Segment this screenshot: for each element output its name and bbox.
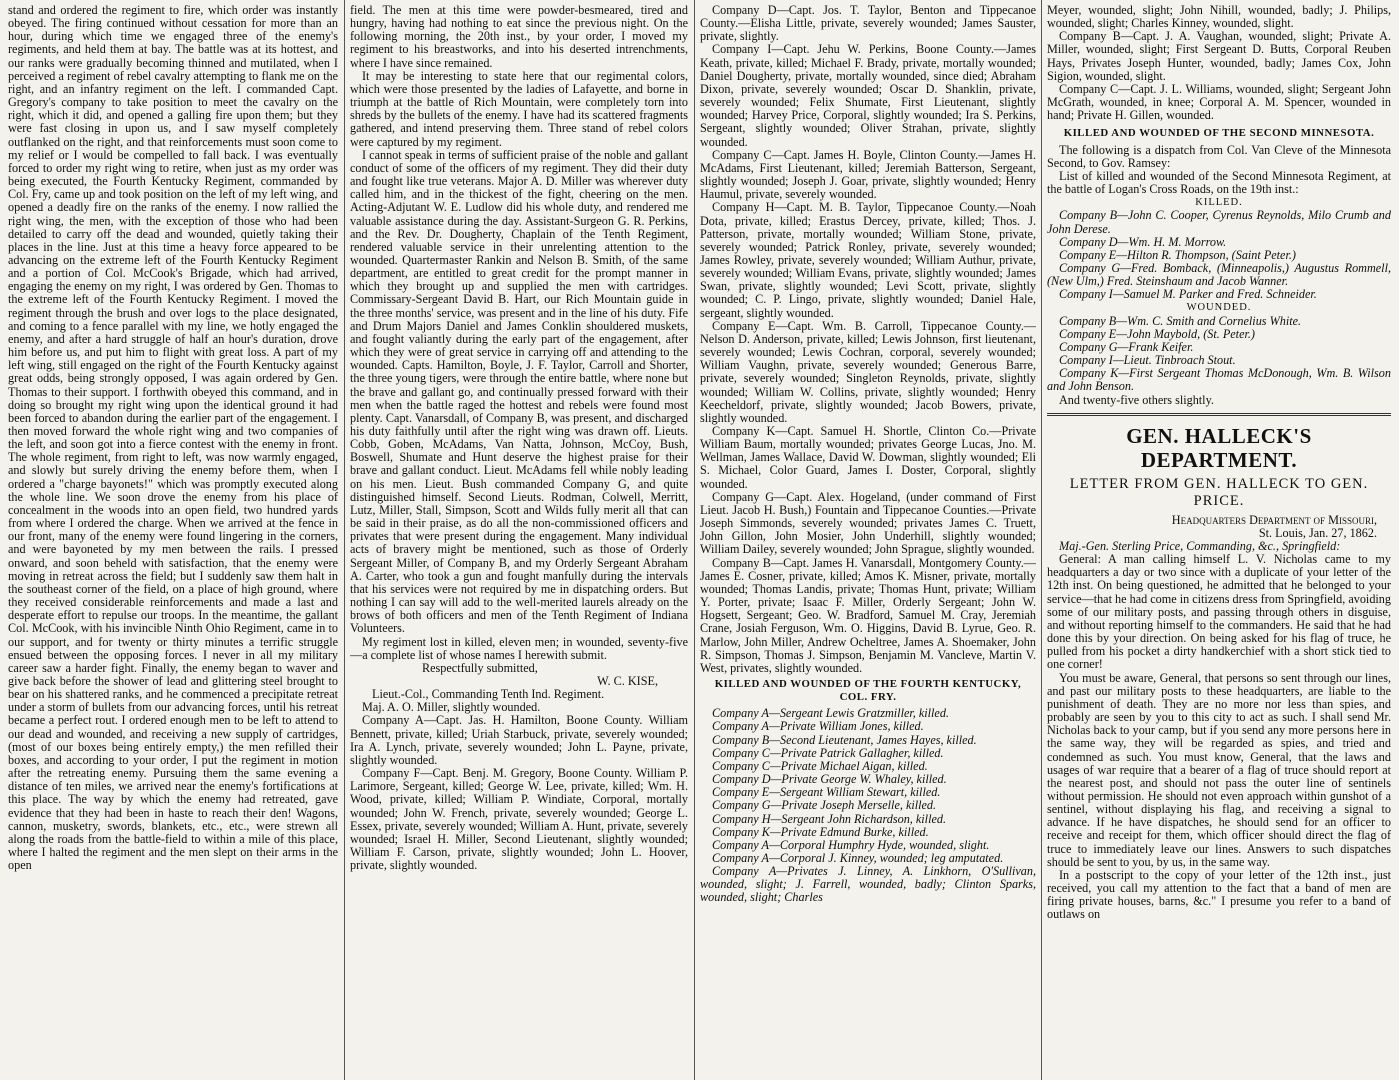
casualty-entry: Company G—Private Joseph Merselle, killed.	[712, 798, 937, 813]
column-rule	[694, 0, 695, 1080]
company-entry: Company B—Capt. James H. Vanarsdall, Montgomery County.—James E. Cosner, private, killed; Amos K. Misner, private, mortally wounded; Thomas Landis, private; Thomas Hunt, private; William Y. Porter, private; Isaac F. Miller, Orderly Sergeant; John W. Hogsett, Sergeant; Geo. W. Bradford, Samuel M. Cray, Jeremiah Crane, Josiah Ferguson, Wm. O. Higgins, David B. Lyrue, Geo. R. Marlow, John Miller, Andrew Ocheltree, James A. Shoemaker, John R. Simpson, Thomas J. Simpson, Benjamin M. Vancleve, Martin V. West, privates, slightly wounded.	[700, 555, 1036, 675]
casualty-entry: Company B—Wm. C. Smith and Cornelius White.	[1059, 313, 1302, 328]
column-4	[1047, 4, 1391, 1076]
paragraph: It may be interesting to state here that our regimental colors, which were those presented by the ladies of Lafayette, and borne in triumph at the battle of Rich Mountain, were completely torn into shreds by the bullets of the enemy. I have had its scattered fragments gathered, and intend preserving them. Three stand of rebel colors were captured by my regiment.	[350, 68, 688, 149]
casualty-entry: Company I—Lieut. Tinbroach Stout.	[1059, 353, 1236, 368]
letter-address: Maj.-Gen. Sterling Price, Commanding, &c., Springfield:	[1059, 539, 1341, 553]
paragraph: My regiment lost in killed, eleven men; in wounded, seventy-five—a complete list of whose names I herewith submit.	[350, 634, 688, 662]
dateline-date: St. Louis, Jan. 27, 1862.	[1258, 525, 1377, 540]
paragraph: The following is a dispatch from Col. Van Cleve of the Minnesota Second, to Gov. Ramsey:	[1047, 142, 1391, 170]
casualty-entry: Company C—Capt. J. L. Williams, wounded, slight; Sergeant John McGrath, wounded, in knee; Corporal A. M. Spencer, wounded in hand; Private H. Gillen, wounded.	[1047, 81, 1391, 123]
killed-heading: KILLED.	[1195, 197, 1243, 209]
company-entry: Company G—Capt. Alex. Hogeland, (under command of First Lieut. Jacob H. Bush,) Fountain and Tippecanoe Counties.—Private Joseph Simmonds, severely wounded; privates James C. Truett, John Gillon, John Mosier, John Underhill, slightly wounded; William Dailey, severely wounded; John Sprague, slightly wounded.	[700, 489, 1036, 557]
letter-headline: LETTER FROM GEN. HALLECK TO GEN. PRICE.	[1069, 475, 1369, 509]
company-entry: Company A—Capt. Jas. H. Hamilton, Boone County. William Bennett, private, killed; Uriah Starbuck, private, severely wounded; Ira A. Lynch, private, severely wounded; John L. Payne, private, slightly wounded.	[350, 713, 688, 767]
section-heading: KILLED AND WOUNDED OF THE SECOND MINNESOTA.	[1063, 127, 1375, 140]
paragraph: field. The men at this time were powder-besmeared, tired and hungry, having had nothing to eat since the previous night. On the following morning, the 20th inst., by your order, I moved my regiment to his breastworks, and into his deserted intrenchments, where I have since remained.	[350, 4, 688, 70]
casualty-entry: Company B—John C. Cooper, Cyrenus Reynolds, Milo Crumb and John Derese.	[1047, 208, 1391, 236]
section-heading: KILLED AND WOUNDED OF THE FOURTH KENTUCKY,	[714, 677, 1022, 690]
column-2	[350, 4, 688, 1076]
column-1	[8, 4, 338, 1076]
signoff-title: Lieut.-Col., Commanding Tenth Ind. Regiment.	[372, 687, 605, 702]
casualty-entry: Company E—John Maybold, (St. Peter.)	[1059, 326, 1255, 341]
section-subheading: COL. FRY.	[839, 691, 897, 704]
company-entry: Company F—Capt. Benj. M. Gregory, Boone County. William P. Larimore, Sergeant, killed; George W. Lee, private, killed; Wm. H. Wood, private, killed; William P. Windiate, Corporal, mortally wounded; John W. French, private, severely wounded; George L. Essex, private, severely wounded; William A. Hunt, private, severely wounded; Israel H. Miller, Second Lieutenant, slightly wounded; William F. Carson, private, slightly wounded; John L. Hoover, private, slightly wounded.	[350, 766, 688, 873]
casualty-entry: Company A—Corporal J. Kinney, wounded; leg amputated.	[712, 851, 1004, 865]
company-entry: Company D—Capt. Jos. T. Taylor, Benton and Tippecanoe County.—Elisha Little, private, severely wounded; James Sauster, private, slightly.	[700, 4, 1036, 44]
signoff-closing: Respectfully submitted,	[422, 660, 538, 675]
signoff-note: Maj. A. O. Miller, slightly wounded.	[362, 700, 541, 715]
column-rule	[1041, 0, 1042, 1080]
casualty-entry: And twenty-five others slightly.	[1059, 392, 1214, 407]
paragraph: List of killed and wounded of the Second Minnesota Regiment, at the battle of Logan's Cross Roads, on the 19th inst.:	[1047, 168, 1391, 197]
casualty-entry: Company B—Capt. J. A. Vaughan, wounded, slight; Private A. Miller, wounded, slight; First Sergeant D. Butts, Corporal Reuben Hays, Privates Joseph Hunter, wounded, badly; James Cox, John Sigion, wounded, slight.	[1047, 29, 1391, 83]
casualty-entry: Company K—First Sergeant Thomas McDonough, Wm. B. Wilson and John Benson.	[1047, 366, 1391, 394]
company-entry: Company I—Capt. Jehu W. Perkins, Boone County.—James Keath, private, killed; Michael F. Brady, private, mortally wounded; Daniel Dougherty, private, mortally wounded, since died; Abraham Dixon, private, severely wounded; Oscar D. Shanklin, private, severely wounded; Felix Shumate, First Lieutenant, slightly wounded; Harvey Price, Corporal, slightly wounded; Ira S. Perkins, Sergeant, slightly wounded; Oliver Strahan, private, slightly wounded.	[700, 42, 1036, 149]
casualty-entry: Company C—Private Patrick Gallagher, killed.	[712, 745, 944, 760]
casualty-entry: Company A—Sergeant Lewis Gratzmiller, killed.	[712, 706, 949, 721]
casualty-entry: Company C—Private Michael Aigan, killed.	[712, 758, 928, 773]
dateline-hq: Headquarters Department of Missouri,	[1171, 512, 1377, 527]
company-entry: Company C—Capt. James H. Boyle, Clinton County.—James H. McAdams, First Lieutenant, killed; Jeremiah Batterson, Sergeant, slightly wounded; Joseph J. Goar, private, slightly wounded; Henry Haumul, private, severely wounded.	[700, 147, 1036, 202]
column-3	[700, 4, 1036, 1076]
column-rule	[344, 0, 345, 1080]
casualty-entry: Company I—Samuel M. Parker and Fred. Schneider.	[1059, 287, 1317, 302]
paragraph: stand and ordered the regiment to fire, which order was instantly obeyed. The firing continued without cessation for more than an hour, during which time we engaged three of the enemy's regiments, and held them at bay. The battle was at its hottest, and our ranks were gradually becoming thinned and mutilated, when I perceived a regiment of rebel cavalry attempting to flank me on the right, and an infantry regiment on the left. I commanded Capt. Gregory's company to take position to meet the cavalry on the right, which it did, and opened a galling fire upon them; but they were fast closing in upon us, and I saw myself completely outflanked on the right, and that reinforcements must soon come to my relief or I would be compelled to fall back. I was eventually forced to order my right wing to retire, when just as my order was being executed, the Fourth Kentucky Regiment, commanded by Col. Fry, came up and took position on the left of my left wing, and opened a deadly fire on the ranks of the enemy. I now rallied the right wing, the men, with the exception of those who had been detailed to carry off the dead and wounded, quietly taking their places in the line. Just at this time a heavy force appeared to be advancing on the extreme left of the Fourth Kentucky Regiment and a portion of Col. McCook's Brigade, which had arrived, engaging the enemy on my right, I was ordered by Gen. Thomas to the extreme left of the Fourth Kentucky Regiment. I moved the regiment through the brush and over logs to the place designated, and coming to a fence parallel with my line, we hotly engaged the enemy, and after a hard struggle of half an hour's duration, drove him before us, and put him to flight with great loss. A part of my left wing, still engaged on the right of the Fourth Kentucky against great odds, being strongly opposed, I was again ordered by Gen. Thomas to their support. I forthwith obeyed this command, and in doing so brought my right wing upon the identical ground it had been forced to abandon during the earlier part of the engagement. I then moved forward the whole right wing and two companies of the left, and soon got into a fierce contest with the enemy in front. The whole regiment, from right to left, was now warmly engaged, and slowly but surely driving the enemy before them, when I ordered a "charge bayonets!" which was promptly executed along the whole line. We soon drove the enemy from his place of concealment in the woods into an open field, two hundred yards from where I ordered the charge. When we arrived at the fence in our front, many of the enemy were found lingering in the corners, and were bayoneted by my men between the rails. I pressed onward, and soon beheld with satisfaction, that the enemy were moving in retreat across the field; but I suddenly saw them halt in the southeast corner of the field, on a place of high ground, where they received considerable reinforcements and made a last and desperate effort to repulse our troops. In the meantime, the gallant Col. McCook, with his invincible Ninth Ohio Regiment, came in to our support, and for twenty or thirty minutes a terrific struggle ensued between the opposing forces. I never in all my military career saw a harder fight. Finally, the enemy began to waver and give back before the shower of lead and glittering steel brought to bear on his shattered ranks, and he commenced a precipitate retreat under a storm of bullets from our advancing forces, until his retreat became a perfect rout. I ordered enough men to be left to attend to our dead and wounded, and receiving a new supply of cartridges, (most of our boxes being entirely empty,) the men refilled their boxes, and according to your order, I put the regiment in motion after the retreating enemy. Pursuing them the same evening a distance of ten miles, we arrived near the enemy's fortifications at this place. The way by which the enemy had retreated, gave evidence that they had been in haste to reach their den! Wagons, cannon, musketry, swords, blankets, etc., etc., were strewn all along the roads from the battle-field to within a mile of this place, where I halted the regiment and the men slept on their arms in the open	[8, 4, 338, 873]
company-entry: Company K—Capt. Samuel H. Shortle, Clinton Co.—Private William Baum, mortally wounded; privates George Lucas, Jno. M. Wellman, James Wallace, David W. Dowman, slightly wounded; Eli S. Michael, Color Guard, James I. Doster, Corporal, slightly wounded.	[700, 424, 1036, 491]
casualty-entry: Company E—Hilton R. Thompson, (Saint Peter.)	[1059, 247, 1296, 262]
article-divider	[1047, 413, 1391, 420]
casualty-entry: Company E—Sergeant William Stewart, killed.	[712, 785, 941, 800]
department-headline: GEN. HALLECK'S DEPARTMENT.	[1126, 423, 1312, 472]
casualty-entry: Meyer, wounded, slight; John Nihill, wounded, badly; J. Philips, wounded, slight; Charles Kinney, wounded, slight.	[1047, 4, 1391, 31]
casualty-entry: Company G—Fred. Bomback, (Minneapolis,) Augustus Rommell, (New Ulm,) Fred. Steinshaum and Jacob Wanner.	[1047, 260, 1391, 289]
company-entry: Company E—Capt. Wm. B. Carroll, Tippecanoe County.—Nelson D. Anderson, private, killed; Lewis Johnson, first lieutenant, severely wounded; Lewis Cochran, corporal, severely wounded; William Vaughn, private, severely wounded; Generous Barre, private, severely wounded; Singleton Reynolds, private, slightly wounded; William W. Collins, private, slightly wounded; Henry Keecheldorf, private, slightly wounded; Jacob Bowers, private, slightly wounded.	[700, 318, 1036, 425]
casualty-entry: Company H—Sergeant John Richardson, killed.	[712, 811, 947, 826]
casualty-entry: Company B—Second Lieutenant, James Hayes, killed.	[712, 732, 977, 747]
company-entry: Company H—Capt. M. B. Taylor, Tippecanoe County.—Noah Dota, private, killed; Erastus Dercey, private, killed; Thos. J. Patterson, private, mortally wounded; William Stone, private, severely wounded; Patrick Ronley, private, severely wounded; James Rowley, private, severely wounded; William Authur, private, severely wounded; William Evans, private, slightly wounded; James Swan, private, slightly wounded; Levi Scott, private, slightly wounded; C. P. Lingo, private, slightly wounded; Daniel Hale, sergeant, slightly wounded.	[700, 200, 1036, 320]
casualty-entry: Company D—Wm. H. M. Morrow.	[1059, 234, 1227, 249]
wounded-heading: WOUNDED.	[1186, 302, 1252, 314]
casualty-entry: Company A—Corporal Humphry Hyde, wounded, slight.	[712, 837, 990, 852]
letter-paragraph: General: A man calling himself L. V. Nicholas came to my headquarters a day or two since with a duplicate of your letter of the 12th inst. On being questioned, he admitted that he belonged to your service—that he had come in citizens dress from Springfield, avoiding some of our military posts, and passing through others in disguise, and without reporting himself to the commanders. He said that he had done this by your direction. On being asked for his flag of truce, he pulled from his pocket a dirty handkerchief with a short stick tied to one corner!	[1047, 552, 1391, 672]
casualty-entry: Company A—Private William Jones, killed.	[712, 719, 924, 734]
paragraph: I cannot speak in terms of sufficient praise of the noble and gallant conduct of some of the officers of my regiment. They did their duty and fought like true veterans. Major A. D. Miller was wherever duty called him, and in the thickest of the fight, cheering on the men. Acting-Adjutant W. E. Ludlow did his whole duty, and rendered me valuable assistance during the day. Assistant-Surgeon G. R. Perkins, and the Rev. Dr. Dougherty, Chaplain of the Tenth Regiment, rendered valuable service in their unrelenting attention to the wounded. Quartermaster Rankin and Nelson B. Smith, of the same department, are entitled to great credit for the prompt manner in which they brought up and supplied the men with cartridges. Commissary-Sergeant David B. Hart, our Rich Mountain guide in the three months' service, was present and in the line of his duty. Fife and Drum Majors Daniel and James Conklin shouldered muskets, and fought valiantly during the early part of the engagement, after which they were of great service in carrying off and attending to the wounded. Capts. Hamilton, Boyle, J. F. Taylor, Carroll and Shorter, the three young tigers, were through the entire battle, where none but the brave and gallant go, and continually pressed forward with their men when the battle raged the hottest and rebels were found most plenty. Capt. Vanarsdall, of Company B, was present, and discharged his duty faithfully until after the right wing was drawn off. Lieuts. Cobb, Goben, McAdams, Van Natta, Johnson, McCoy, Bush, Boswell, Shumate and Hunt deserve the highest praise for their brave and gallant conduct. Lieut. McAdams fell while nobly leading on his men. Lieut. Bush commanded Company G, and quite distinguished himself. Second Lieuts. Rodman, Colwell, Merritt, Lutz, Miller, Stall, Simpson, Scott and Wilds fully merit all that can be said in their praise, as do all the non-commissioned officers and privates that were present during the engagement. Many individual acts of bravery might be mentioned, such as those of Orderly Sergeant Miller, of Company B, and my Orderly Sergeant Abraham A. Carter, who took a gun and fought manfully during the intervals that his services were not required by me in dispatching orders. But nothing I can say will add to the well-merited laurels already on the brows of both officers and men of the Tenth Regiment of Indiana Volunteers.	[350, 147, 688, 636]
casualty-entry: Company A—Privates J. Linney, A. Linkhorn, O'Sullivan, wounded, slight; J. Farrell, wounded, badly; Clinton Sparks, wounded, slight; Charles	[700, 864, 1036, 905]
casualty-entry: Company G—Frank Keifer.	[1059, 339, 1194, 354]
casualty-entry: Company K—Private Edmund Burke, killed.	[712, 824, 929, 839]
letter-paragraph: You must be aware, General, that persons so sent through our lines, and past our military posts to these headquarters, are liable to the punishment of death. They are no more nor less than spies, and probably are seen by you to this city to act as such. I shall send Mr. Nicholas back to your camp, but if you send any more persons here in the same way, they will be regarded as spies, and tried and condemned as such. You must know, General, that the laws and usages of war require that a bearer of a flag of truce should report at the nearest post, and should not pass the outer line of sentinels without permission. He should not even approach within gunshot of a sentinel, without displaying his flag, and receiving a signal to advance. If he have dispatches, he should send for an officer to receive and receipt for them, which officer should direct the flag of truce to immediately leave our lines. Answers to such dispatches should be sent to you, by us, in the same way.	[1047, 670, 1391, 869]
casualty-entry: Company D—Private George W. Whaley, killed.	[712, 772, 947, 787]
letter-paragraph: In a postscript to the copy of your letter of the 12th inst., just received, you call my attention to the fact that a band of men are firing private houses, barns, &c." I presume you refer to a band of outlaws on	[1047, 867, 1391, 922]
signoff-name: W. C. KISE,	[597, 673, 658, 688]
